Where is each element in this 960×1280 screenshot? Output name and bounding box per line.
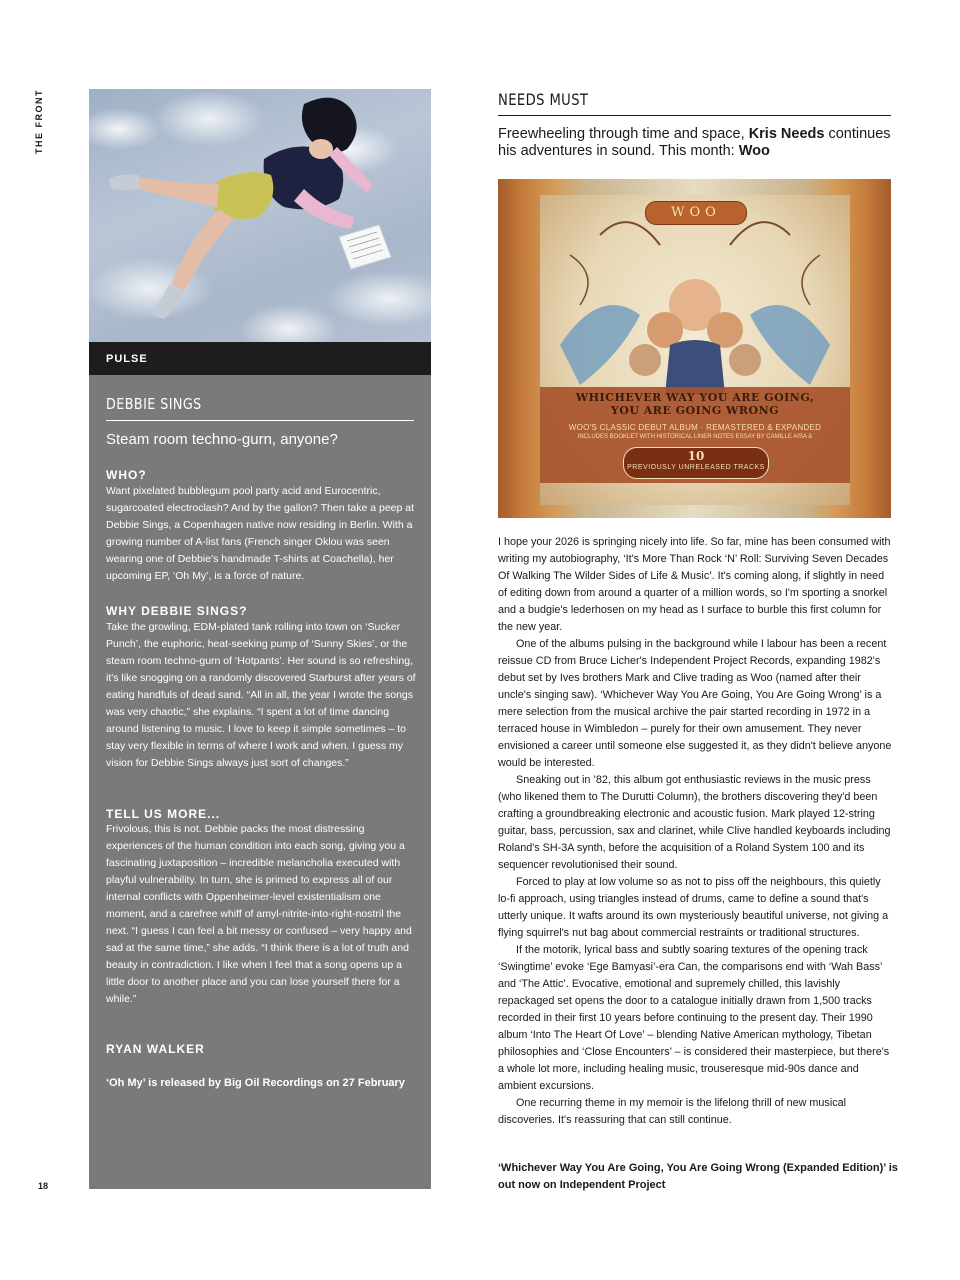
album-booklet-note: INCLUDES BOOKLET WITH HISTORICAL LINER NOTES ESSAY BY CAMILLE AISA & [577,434,813,440]
debbie-sings-photo [89,89,431,342]
article-title: DEBBIE SINGS [106,395,202,413]
paragraph: Forced to play at low volume so as not to piss off the neighbours, this quietly lo-fi approach, using triangles instead of drums, came to define a sound that's utterly unique. It wafts around its own mysteriously beautiful universe, not giving a flying squirrel's nut bag about commercial restraints or traditional structures. [498,876,889,939]
column-standfirst [498,126,898,160]
paragraph: Sneaking out in ’82, this album got enthusiastic reviews in the music press (who likened them to The Durutti Column), the brothers discovering they'd been crafting a groundbreaking electronic and acoustic fusion. Mark played 12-string guitar, bass, percussion, sax and clarinet, while Clive handled keyboards including Roland's SH-3A synth, before the acquisition of a Roland System 100 and its sequencer revolutionised their sound. [498,774,891,871]
album-subtitle: WOO'S CLASSIC DEBUT ALBUM · REMASTERED & EXPANDED [568,423,822,432]
section-label-text: THE FRONT [34,89,44,154]
album-bonus-label: PREVIOUSLY UNRELEASED TRACKS [627,464,765,471]
category-label: PULSE [106,353,148,365]
paragraph: Want pixelated bubblegum pool party acid and Eurocentric, sugarcoated electroclash? And by the gallon? Then take a peep at Debbie Sings, a Copenhagen native now residing in Berlin. With a growing number of A-list fans (French singer Oklou was seen wearing one of Debbie's handmade T-shirts at Coachella), her upcoming EP, ‘Oh My’, is a force of nature. [106,485,415,582]
pulse-panel [89,89,431,1189]
column-title: NEEDS MUST [498,90,589,109]
album-title [558,391,832,417]
paragraph: One of the albums pulsing in the background while I labour has been a recent reissue CD from Bruce Licher's Independent Project Records, expanding 1982's debut set by Ives brothers Mark and Clive trading as Woo (named after their uncle's singing saw). ‘Whichever Way You Are Going, You Are Going Wrong’ is a mere selection from the musical archive the pair started recording in 1972 in a terraced house in Wimbledon – purely for their own amusement. They never envisioned a career until someone else suggested it, as they didn't believe anyone would be interested. [498,638,892,769]
album-cover [498,179,891,518]
album-title-line: YOU ARE GOING WRONG [610,404,780,417]
release-note: ‘Oh My’ is released by Big Oil Recordings on 27 February [106,1077,405,1089]
page-number: 18 [38,1181,49,1191]
paragraph: Take the growling, EDM-plated tank rolling into town on ‘Sucker Punch’, the euphoric, heat-seeking pump of ‘Sunny Skies’, or the steam room techno-gurn of ‘Hotpants’. Her sound is so refreshing, it's like snogging on a randomly discovered Starburst after years of eating handfuls of dead sand. “All in all, the year I wrote the songs was very chaotic,” she explains. “I spent a lot of time dancing around listening to music. I love to keep it simple sometimes – to stay very flexible in terms of where I work and when. I guess my vision for Debbie Sings always just sort of changes.” [106,621,416,769]
album-bonus-count: 10 [687,449,705,463]
album-bonus-badge [623,447,769,479]
paragraph: I hope your 2026 is springing nicely into life. So far, mine has been consumed with writing my autobiography, ‘It's More Than Rock ‘N’ Roll: Surviving Seven Decades Of Walking The Wilder Sides of Life & Music’. It's coming along, if slightly in need of editing down from around a quarter of a million words, so I'm sporting a snorkel and a budgie's lederhosen on my head as I surface to burble this first column for the new year. [498,536,891,633]
category-bar [89,342,431,375]
album-title-line: WHICHEVER WAY YOU ARE GOING, [575,391,815,404]
column-release-note: ‘Whichever Way You Are Going, You Are Going Wrong (Expanded Edition)’ is out now on Independent Project [498,1162,898,1191]
paragraph: If the motorik, lyrical bass and subtly soaring textures of the opening track ‘Swingtime’ evoke ‘Ege Bamyasi’-era Can, the comparisons end with ‘Wah Bass’ and ‘The Attic’. Evocative, emotional and supremely chilled, this lavishly repackaged set opens the door to a catalogue initially drawn from 1,500 tracks recorded in their first 10 years before continuing to the present day. Their 1990 album ‘Into The Heart Of Love’ – blending Native American mythology, Tibetan philosophies and ‘Close Encounters’ – is considered their masterpiece, but there's a whole lot more, including healing music, trouseresque mid-90s dance and ambient excursions. [498,944,890,1092]
title-divider [106,420,414,421]
paragraph: One recurring theme in my memoir is the lifelong thrill of new musical discoveries. It's reassuring that can still continue. [498,1097,847,1126]
author-name: Kris Needs [748,126,825,142]
album-band-name: WOO [671,205,721,220]
section-heading-why: WHY DEBBIE SINGS? [106,604,248,618]
article-standfirst: Steam room techno-gurn, anyone? [106,431,338,448]
section-body-why [106,619,422,772]
paragraph: Frivolous, this is not. Debbie packs the most distressing experiences of the human condition into each song, giving you a fascinating juxtaposition – incredible melancholia executed with playful vulnerability. In turn, she is primed to express all of our internal conflicts with Oppenheimer-level existentialism one moment, and a carefree whiff of amyl-nitrite-into-right-nostril the next. “I guess I can feel a bit messy or confused – very happy and sad at the same time,” she adds. “I think there is a lot of truth and beauty in contradiction. I like when I feel that a song opens up a little door to another place and you can lose yourself there for a while.” [106,823,412,1005]
section-body-who [106,483,422,585]
column-body [498,534,893,1129]
debbie-sings-illustration [89,89,431,342]
column-title-divider [498,115,891,116]
album-logo-plate [645,201,747,225]
section-label [34,89,48,162]
section-body-more [106,821,422,1008]
author-byline: RYAN WALKER [106,1042,205,1056]
standfirst-text: continues his adventures in sound. This month: [498,126,891,159]
standfirst-text: Freewheeling through time and space, [498,126,749,142]
subject-name: Woo [738,143,770,159]
section-heading-who: WHO? [106,468,147,482]
section-heading-more: TELL US MORE... [106,807,221,821]
